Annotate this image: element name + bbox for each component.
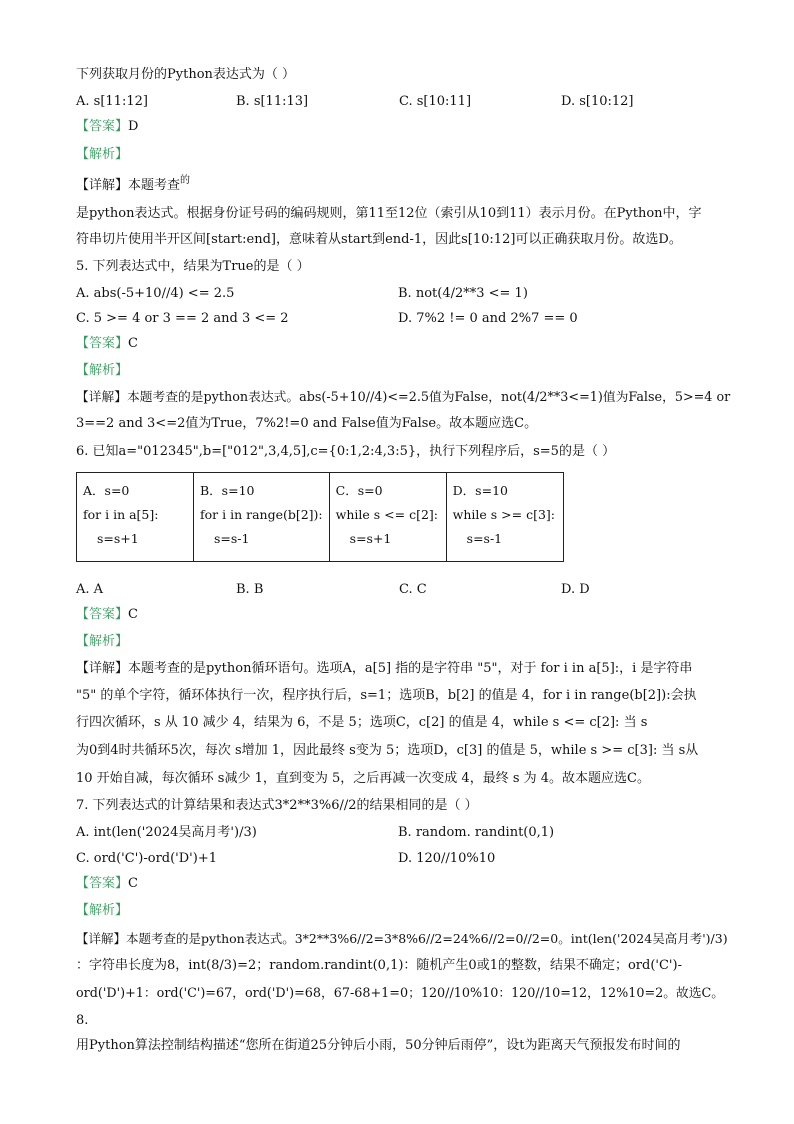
q4-option-a: A. s[11:12] xyxy=(76,94,148,109)
q7-detail-line-3: ord('D')+1：ord('C')=67，ord('D')=68，67-68+1=0；120//10%10：120//10=12，12%10=2。故选C。 xyxy=(76,986,724,1001)
q7-detail-line-1: 【详解】本题考查的是python表达式。3*2**3%6//2=3*8%6//2=24%6//2=0//2=0。int(len('2024吴高月考')/3) xyxy=(76,931,728,946)
q6-stem: 6. 已知a="012345",b=["012",3,4,5],c={0:1,2:4,3:5}，执行下列程序后，s=5的是（ ） xyxy=(76,444,616,459)
q6-detail-line-3: 行四次循环，s 从 10 减少 4，结果为 6，不是 5；选项C，c[2] 的值是 4，while s <= c[2]: 当 s xyxy=(76,715,648,730)
q5-answer xyxy=(76,335,138,353)
q7-analysis-label: 【解析】 xyxy=(76,903,129,918)
answer-value: C xyxy=(128,607,138,622)
answer-label: 【答案】 xyxy=(76,876,129,891)
answer-label: 【答案】 xyxy=(76,336,129,351)
q6-table-cell-b: B．s=10 for i in range(b[2]): s=s-1 xyxy=(194,473,330,562)
answer-value: C xyxy=(128,336,138,351)
q6-option-b: B. B xyxy=(236,582,264,597)
q5-detail-line-1: 【详解】本题考查的是python表达式。abs(-5+10//4)<=2.5值为False，not(4/2**3<=1)值为False，5>=4 or xyxy=(76,390,731,405)
q4-detail-line-3: 符串切片使用半开区间[start:end]，意味着从start到end-1，因此s[10:12]可以正确获取月份。故选D。 xyxy=(76,232,682,247)
q7-option-b: B. random. randint(0,1) xyxy=(398,825,555,840)
q5-analysis-label: 【解析】 xyxy=(76,363,129,378)
q6-option-a: A. A xyxy=(76,582,104,597)
q5-stem: 5. 下列表达式中，结果为True的是（ ） xyxy=(76,259,310,274)
q7-answer xyxy=(76,875,138,893)
q4-detail-line-2: 是python表达式。根据身份证号码的编码规则，第11至12位（索引从10到11）表示月份。在Python中，字 xyxy=(76,206,702,221)
q6-detail-line-2: "5" 的单个字符，循环体执行一次，程序执行后，s=1；选项B，b[2] 的值是 4，for i in range(b[2]):会执 xyxy=(76,688,697,703)
q4-option-c: C. s[10:11] xyxy=(399,94,472,109)
detail-label: 【详解】 xyxy=(76,931,127,946)
q6-analysis-label: 【解析】 xyxy=(76,634,129,649)
q6-table-cell-a: A．s=0 for i in a[5]: s=s+1 xyxy=(77,473,194,562)
detail-label: 【详解】 xyxy=(76,390,127,405)
q4-stem: 下列获取月份的Python表达式为（ ） xyxy=(76,67,296,82)
q6-option-c: C. C xyxy=(399,582,427,597)
q4-option-b: B. s[11:13] xyxy=(236,94,309,109)
q6-detail-line-5: 10 开始自减，每次循环 s减少 1，直到变为 5，之后再减一次变成 4，最终 s 为 4。故本题应选C。 xyxy=(76,771,650,786)
q5-option-d: D. 7%2 != 0 and 2%7 == 0 xyxy=(398,311,578,326)
q5-option-b: B. not(4/2**3 <= 1) xyxy=(398,286,528,301)
detail-label: 【详解】 xyxy=(76,178,129,193)
q7-option-d: D. 120//10%10 xyxy=(398,851,496,866)
q6-options-table xyxy=(76,472,564,562)
q6-answer xyxy=(76,606,138,624)
detail-superscript: 的 xyxy=(180,175,191,186)
q7-stem: 7. 下列表达式的计算结果和表达式3*2**3%6//2的结果相同的是（ ） xyxy=(76,798,478,813)
q4-analysis-label: 【解析】 xyxy=(76,147,129,162)
q7-option-a: A. int(len('2024吴高月考')/3) xyxy=(76,825,257,840)
detail-label: 【详解】 xyxy=(76,661,129,676)
q6-detail-line-4: 为0到4时共循环5次，每次 s增加 1，因此最终 s变为 5；选项D，c[3] 的值是 5，while s >= c[3]: 当 s从 xyxy=(76,743,699,758)
q5-detail-line-2: 3==2 and 3<=2值为True，7%2!=0 and False值为False。故本题应选C。 xyxy=(76,416,538,431)
q8-line-1: 用Python算法控制结构描述“您所在街道25分钟后小雨，50分钟后雨停”，设t为距离天气预报发布时间的 xyxy=(76,1038,681,1053)
q6-option-d: D. D xyxy=(561,582,590,597)
q6-table-cell-d: D．s=10 while s >= c[3]: s=s-1 xyxy=(446,473,563,562)
answer-label: 【答案】 xyxy=(76,119,129,134)
q4-answer xyxy=(76,118,138,136)
answer-value: C xyxy=(128,876,138,891)
q5-option-c: C. 5 >= 4 or 3 == 2 and 3 <= 2 xyxy=(76,311,289,326)
q8-number: 8. xyxy=(76,1013,89,1028)
q4-detail-line-1: 【详解】本题考查$^的$ xyxy=(76,175,191,193)
q6-detail-line-1: 【详解】本题考查的是python循环语句。选项A，a[5] 指的是字符串 "5"，对于 for i in a[5]:，i 是字符串 xyxy=(76,661,693,676)
q7-option-c: C. ord('C')-ord('D')+1 xyxy=(76,851,217,866)
q7-detail-line-2: ：字符串长度为8，int(8/3)=2；random.randint(0,1)：随机产生0或1的整数，结果不确定；ord('C')- xyxy=(76,958,682,973)
answer-label: 【答案】 xyxy=(76,607,129,622)
q6-table-cell-c: C．s=0 while s <= c[2]: s=s+1 xyxy=(329,473,446,562)
q5-option-a: A. abs(-5+10//4) <= 2.5 xyxy=(76,286,235,301)
answer-value: D xyxy=(128,119,139,134)
q4-option-d: D. s[10:12] xyxy=(561,94,634,109)
